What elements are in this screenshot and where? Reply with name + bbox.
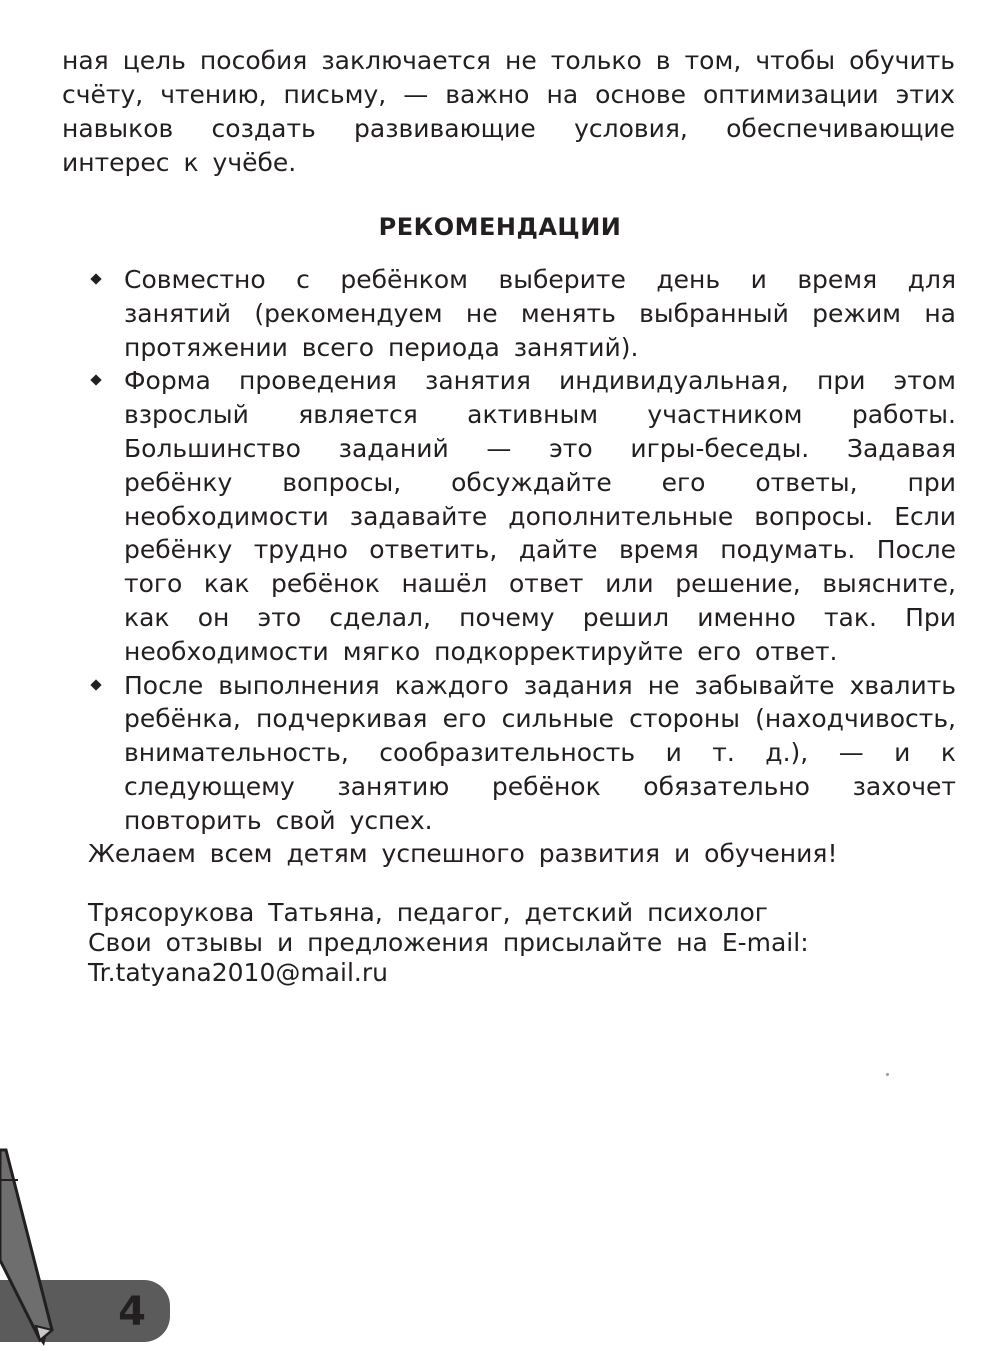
- list-item: [88, 669, 956, 838]
- email-address[interactable]: Tr.tatyana2010@mail.ru: [88, 958, 388, 987]
- list-item: [88, 364, 956, 668]
- speck-mark: [886, 1073, 889, 1076]
- diamond-bullet-icon: [90, 679, 101, 690]
- list-item: [88, 263, 956, 364]
- recommendations-list: [88, 263, 956, 838]
- closing-wish: Желаем всем детям успешного развития и обучения!: [88, 839, 838, 868]
- author-line: Трясорукова Татьяна, педагог, детский психолог: [88, 898, 768, 927]
- page-number: 4: [118, 1289, 146, 1335]
- recommendation-text: После выполнения каждого задания не забывайте хвалить ребёнка, подчеркивая его сильные стороны (находчивость, внимательность, сообразительность и т. д.), — и к следующему занятию ребёнок обязательно захочет повторить свой успех.: [124, 670, 956, 835]
- diamond-bullet-icon: [90, 375, 101, 386]
- section-heading: РЕКОМЕНДАЦИИ: [378, 213, 622, 241]
- recommendation-text: Форма проведения занятия индивидуальная, при этом взрослый является активным участником работы. Большинство заданий — это игры-беседы. Задавая ребёнку вопросы, обсуждайте его ответы, при необходимости задавайте дополнительные вопросы. Если ребёнку трудно ответить, дайте время подумать. После того как ребёнок нашёл ответ или решение, выясните, как он это сделал, почему решил именно так. При необходимости мягко подкорректируйте его ответ.: [124, 366, 956, 666]
- recommendation-text: Совместно с ребёнком выберите день и время для занятий (рекомендуем не менять выбранный режим на протяжении всего периода занятий).: [124, 265, 956, 362]
- feedback-line: Свои отзывы и предложения присылайте на E-mail:: [88, 928, 809, 957]
- intro-paragraph: ная цель пособия заключается не только в том, чтобы обучить счёту, чтению, письму, — важно на основе оптимизации этих навыков создать развивающие условия, обеспечивающие интерес к учёбе.: [62, 46, 955, 177]
- pencil-icon: [0, 1140, 80, 1351]
- diamond-bullet-icon: [90, 273, 101, 284]
- author-block: [88, 898, 809, 988]
